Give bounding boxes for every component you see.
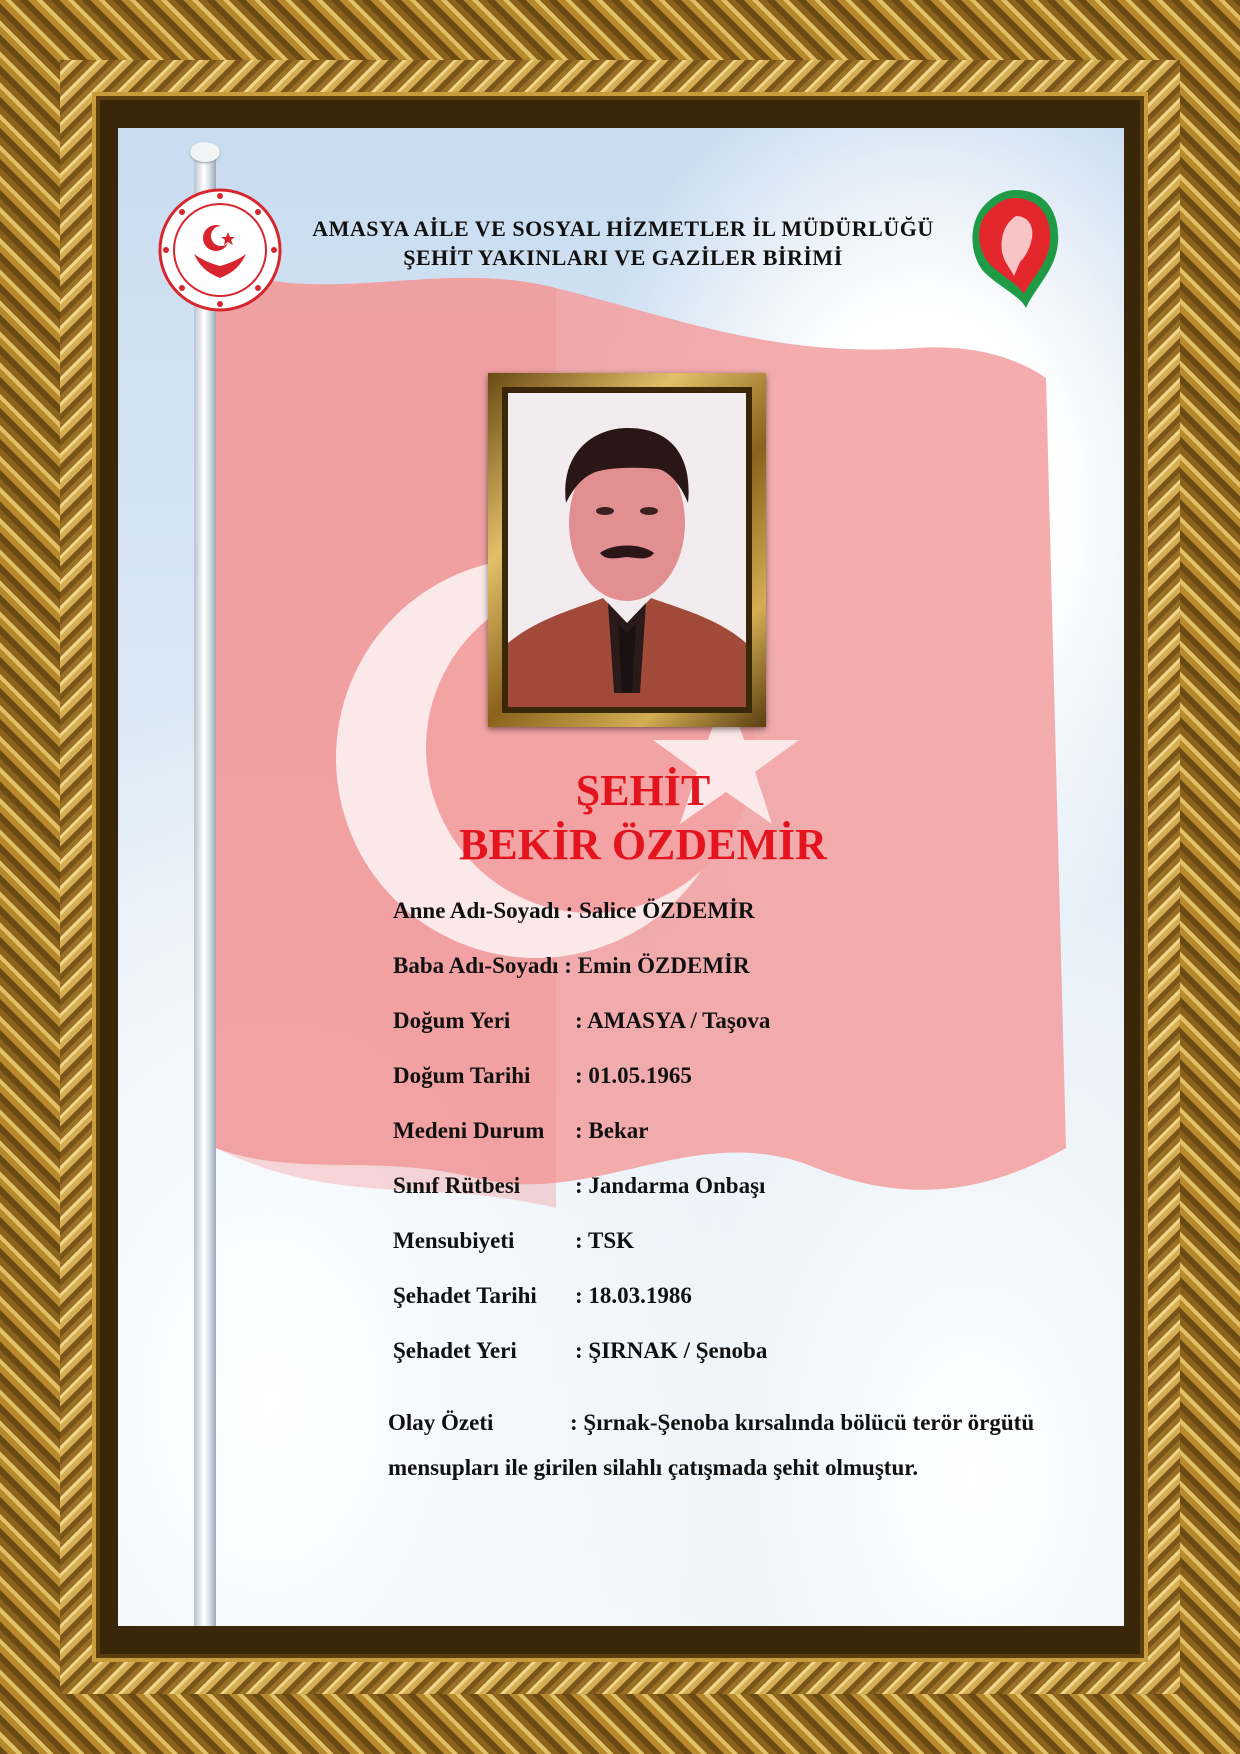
poster-canvas <box>118 128 1124 1626</box>
event-summary-line-2: mensupları ile girilen silahlı çatışmada şehit olmuştur. <box>388 1455 919 1480</box>
field-label: Mensubiyeti <box>393 1228 515 1253</box>
field-label: Doğum Yeri <box>393 1008 511 1033</box>
field-label: Şehadet Tarihi <box>393 1283 537 1308</box>
header-line-2: ŞEHİT YAKINLARI VE GAZİLER BİRİMİ <box>403 245 843 270</box>
martyr-relatives-emblem-icon <box>968 186 1064 310</box>
flag-pole-top <box>190 142 220 162</box>
portrait-frame <box>488 373 766 727</box>
title-line-1: ŞEHİT <box>575 766 711 815</box>
field-label: Şehadet Yeri <box>393 1338 517 1363</box>
field-value: : ŞIRNAK / Şenoba <box>575 1338 768 1363</box>
portrait-photo <box>508 393 746 707</box>
flag-pole <box>194 148 216 1626</box>
field-label: Anne Adı-Soyadı <box>393 898 560 923</box>
header-line-1: AMASYA AİLE VE SOSYAL HİZMETLER İL MÜDÜRLÜĞÜ <box>312 216 934 241</box>
field-value: : AMASYA / Taşova <box>575 1008 771 1033</box>
title-line-2: BEKİR ÖZDEMİR <box>459 820 827 869</box>
field-value: : Bekar <box>575 1118 649 1143</box>
field-value: : Jandarma Onbaşı <box>575 1173 766 1198</box>
event-summary-label: Olay Özeti <box>388 1410 494 1435</box>
event-summary-line-1: : Şırnak-Şenoba kırsalında bölücü terör örgütü <box>570 1410 1035 1435</box>
field-label: Medeni Durum <box>393 1118 545 1143</box>
field-label: Sınıf Rütbesi <box>393 1173 521 1198</box>
field-value: : 01.05.1965 <box>575 1063 692 1088</box>
field-value: : TSK <box>575 1228 635 1253</box>
header-title <box>268 214 978 272</box>
ministry-seal-icon <box>158 188 282 312</box>
field-value: : Emin ÖZDEMİR <box>564 953 750 978</box>
field-label: Doğum Tarihi <box>393 1063 531 1088</box>
field-value: : 18.03.1986 <box>575 1283 692 1308</box>
field-value: : Salice ÖZDEMİR <box>565 898 755 923</box>
field-label: Baba Adı-Soyadı <box>393 953 559 978</box>
martyr-name-title <box>268 764 1018 872</box>
